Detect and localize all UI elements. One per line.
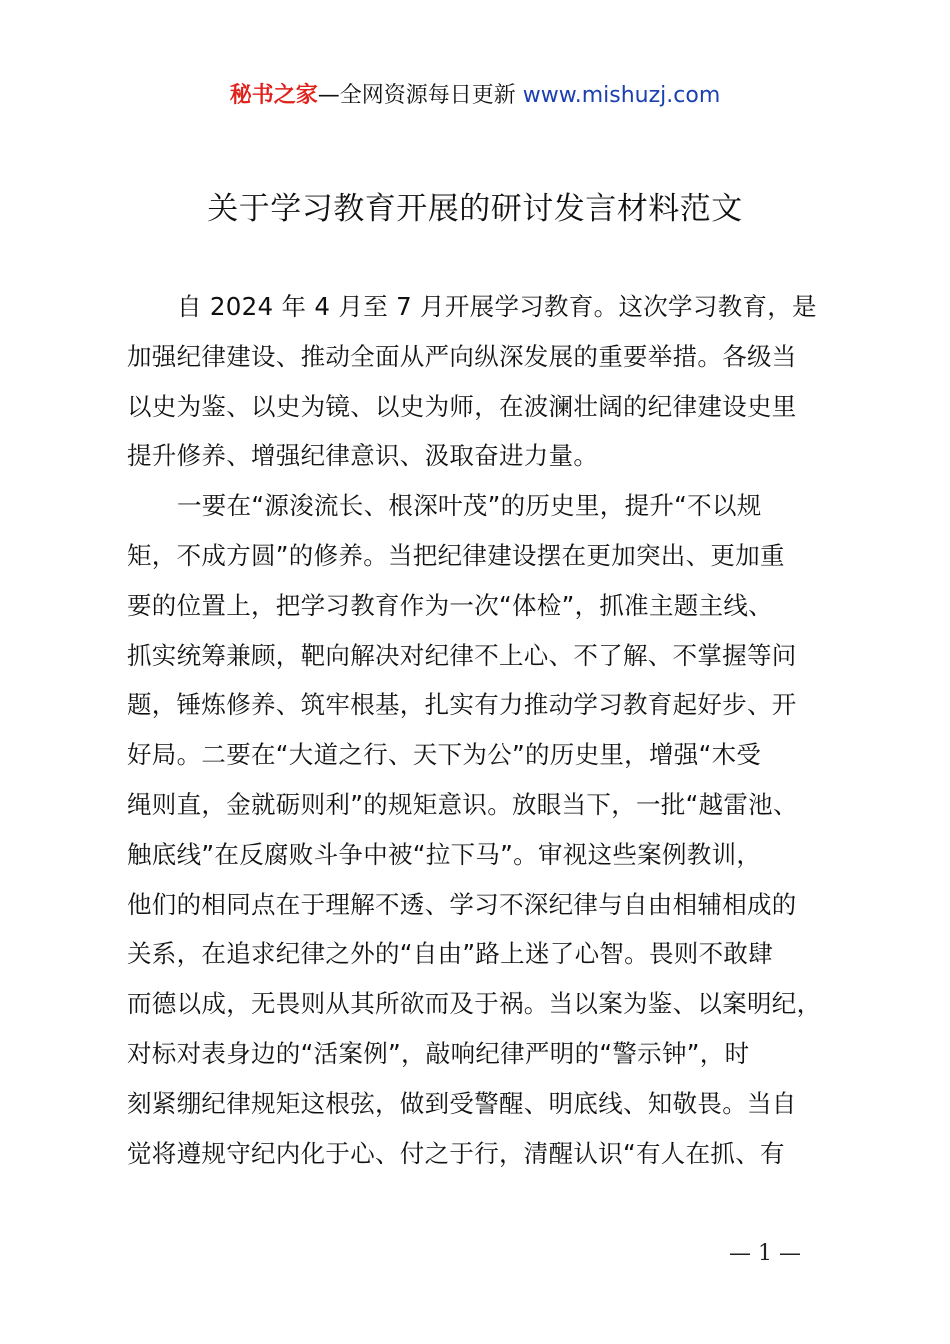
body-line: 觉将遵规守纪内化于心、付之于行，清醒认识“有人在抓、有 [127, 1138, 785, 1168]
document-title: 关于学习教育开展的研讨发言材料范文 [207, 191, 743, 227]
body-line: 好局。二要在“大道之行、天下为公”的历史里，增强“木受 [127, 740, 762, 770]
body-line: 矩，不成方圆”的修养。当把纪律建设摆在更加突出、更加重 [127, 540, 785, 570]
body-line: 触底线”在反腐败斗争中被“拉下马”。审视这些案例教训， [127, 839, 762, 869]
body-line: 加强纪律建设、推动全面从严向纵深发展的重要举措。各级当 [127, 341, 797, 371]
site-slogan: —全网资源每日更新 [317, 83, 523, 108]
body-line: 刻紧绷纪律规矩这根弦，做到受警醒、明底线、知敬畏。当自 [127, 1088, 797, 1118]
site-url-link[interactable]: www.mishuzj.com [522, 83, 721, 108]
site-brand: 秘书之家 [229, 83, 318, 108]
body-line: 自 2024 年 4 月至 7 月开展学习教育。这次学习教育，是 [177, 292, 817, 321]
body-line: 他们的相同点在于理解不透、学习不深纪律与自由相辅相成的 [127, 889, 797, 919]
body-line: 提升修养、增强纪律意识、汲取奋进力量。 [127, 441, 599, 471]
body-line: 题，锤炼修养、筑牢根基，扎实有力推动学习教育起好步、开 [127, 690, 797, 720]
body-line: 而德以成，无畏则从其所欲而及于祸。当以案为鉴、以案明纪， [127, 989, 822, 1019]
site-header [0, 78, 950, 114]
body-line: 抓实统筹兼顾，靶向解决对纪律不上心、不了解、不掌握等问 [127, 640, 797, 670]
body-line: 以史为鉴、以史为镜、以史为师，在波澜壮阔的纪律建设史里 [127, 391, 797, 421]
page-number: — 1 — [729, 1241, 801, 1266]
body-line: 绳则直，金就砺则利”的规矩意识。放眼当下，一批“越雷池、 [127, 789, 798, 819]
body-line: 要的位置上，把学习教育作为一次“体检”，抓准主题主线、 [127, 590, 773, 620]
body-line: 一要在“源浚流长、根深叶茂”的历史里，提升“不以规 [177, 491, 762, 521]
document-body [127, 282, 837, 1178]
body-line: 对标对表身边的“活案例”，敲响纪律严明的“警示钟”，时 [127, 1038, 750, 1068]
body-line: 关系，在追求纪律之外的“自由”路上迷了心智。畏则不敢肆 [127, 939, 773, 969]
